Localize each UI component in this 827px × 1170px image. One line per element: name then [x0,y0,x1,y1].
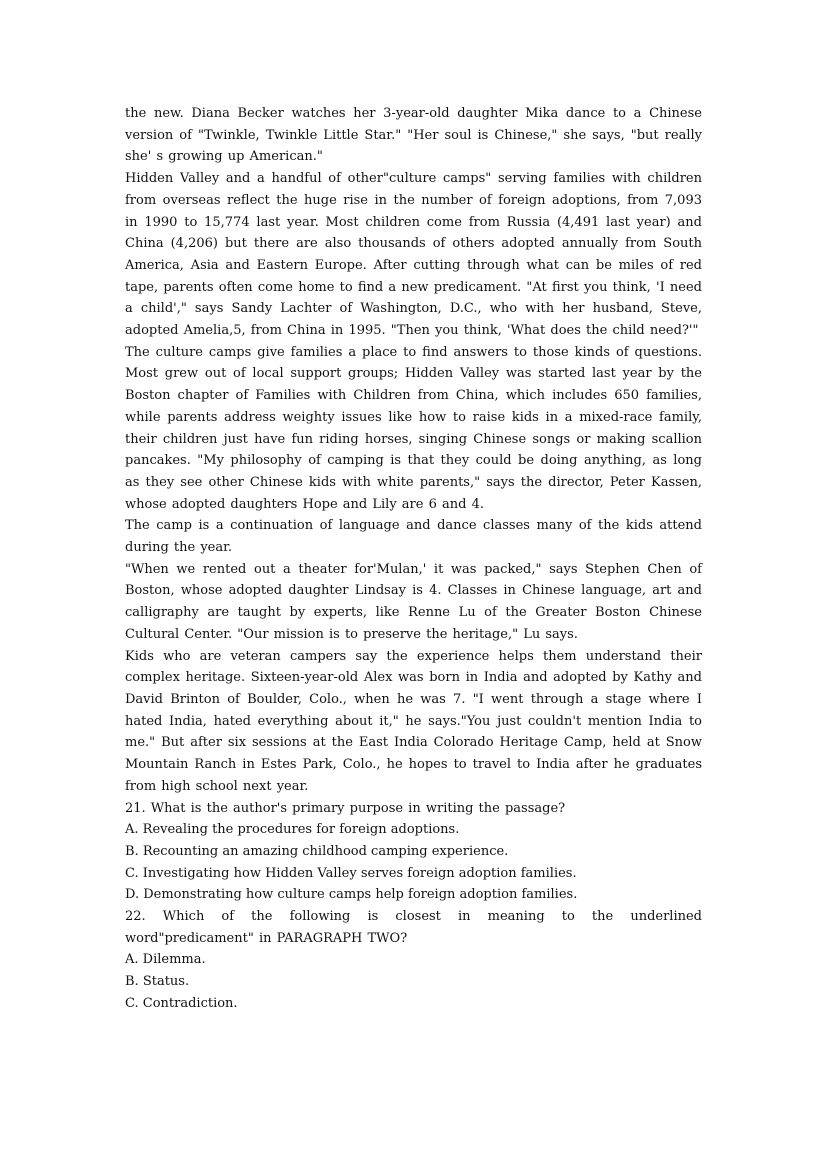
answer-option-b: B. Status. [125,974,190,990]
answer-option-a: A. Dilemma. [125,952,206,968]
answer-option-c: C. Investigating how Hidden Valley serves foreign adoption families. [125,865,577,881]
question-stem: 21. What is the author's primary purpose in writing the passage? [125,800,566,816]
paragraph-6: Kids who are veteran campers say the experience helps them understand their complex heritage. Sixteen-year-old Alex was born in India and adopted by Kathy and David Brinton of Boulder, Colo., when he was 7. "I went through a stage where I hated India, hated everything about it," he says."You just couldn't mention India to me." But after six sessions at the East India Colorado Heritage Camp, held at Snow Mountain Ranch in Estes Park, Colo., he hopes to travel to India after he graduates from high school next year. [125,648,702,794]
answer-option-c: C. Contradiction. [125,995,238,1011]
paragraph-4: The camp is a continuation of language and dance classes many of the kids attend during the year. [125,518,702,556]
answer-option-a: A. Revealing the procedures for foreign adoptions. [125,822,460,838]
document-page [125,103,702,1015]
paragraph-1: the new. Diana Becker watches her 3-year-old daughter Mika dance to a Chinese version of "Twinkle, Twinkle Little Star." "Her soul is Chinese," she says, "but really she' s growing up American." [125,106,702,165]
question-22 [125,906,702,1015]
paragraph-2: Hidden Valley and a handful of other"culture camps" serving families with children from overseas reflect the huge rise in the number of foreign adoptions, from 7,093 in 1990 to 15,774 last year. Most children come from Russia (4,491 last year) and China (4,206) but there are also thousands of others adopted annually from South America, Asia and Eastern Europe. After cutting through what can be miles of red tape, parents often come home to find a new predicament. "At first you think, 'I need a child'," says Sandy Lachter of Washington, D.C., who with her husband, Steve, adopted Amelia,5, from China in 1995. "Then you think, 'What does the child need?'" [125,171,702,339]
question-stem: 22. Which of the following is closest in meaning to the underlined word"predicament" in PARAGRAPH TWO? [125,909,702,946]
answer-option-d: D. Demonstrating how culture camps help foreign adoption families. [125,887,578,903]
paragraph-5: "When we rented out a theater for'Mulan,' it was packed," says Stephen Chen of Boston, whose adopted daughter Lindsay is 4. Classes in Chinese language, art and calligraphy are taught by experts, like Renne Lu of the Greater Boston Chinese Cultural Center. "Our mission is to preserve the heritage," Lu says. [125,561,702,642]
paragraph-3: The culture camps give families a place to find answers to those kinds of questions. Most grew out of local support groups; Hidden Valley was started last year by the Boston chapter of Families with Children from China, which includes 650 families, while parents address weighty issues like how to raise kids in a mixed-race family, their children just have fun riding horses, singing Chinese songs or making scallion pancakes. "My philosophy of camping is that they could be doing anything, as long as they see other Chinese kids with white parents," says the director, Peter Kassen, whose adopted daughters Hope and Lily are 6 and 4. [125,344,702,512]
question-21 [125,798,702,907]
answer-option-b: B. Recounting an amazing childhood camping experience. [125,843,509,859]
